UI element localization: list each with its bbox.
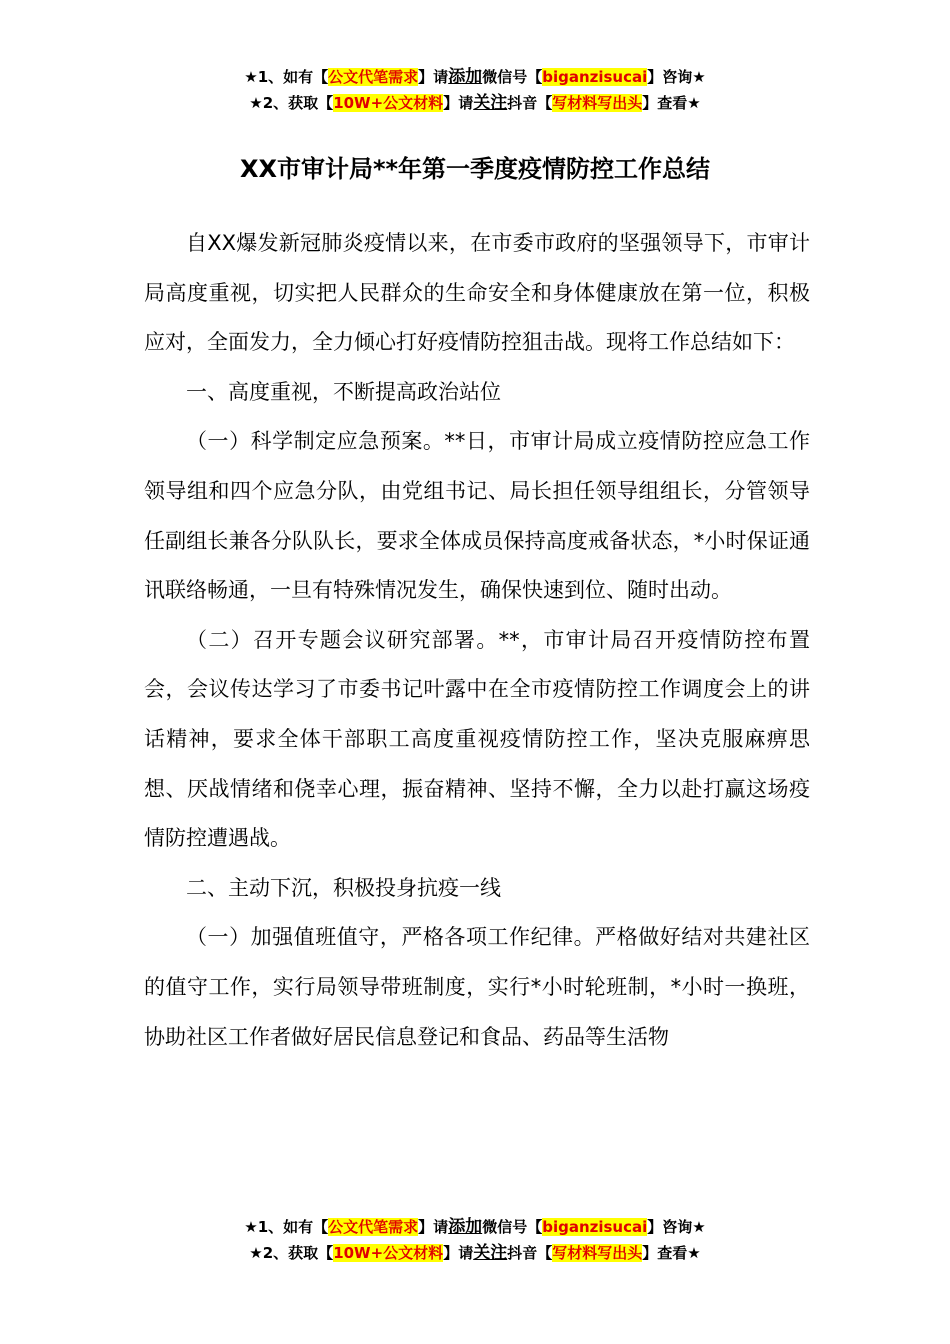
promo-banner-bottom bbox=[0, 1214, 950, 1266]
promo-banner-top bbox=[0, 64, 950, 116]
underlined-text: 添加 bbox=[448, 67, 483, 87]
highlight-text: biganzisucai bbox=[542, 68, 648, 86]
paragraph: （二）召开专题会议研究部署。**，市审计局召开疫情防控布置会，会议传达学习了市委书记叶露中在全市疫情防控工作调度会上的讲话精神，要求全体干部职工高度重视疫情防控工作，坚决克服麻痹思想、厌战情绪和侥幸心理，振奋精神、坚持不懈，全力以赴打赢这场疫情防控遭遇战。 bbox=[144, 627, 810, 851]
highlight-text: 写材料写出头 bbox=[552, 1244, 643, 1262]
highlight-text: 公文代笔需求 bbox=[328, 1218, 419, 1236]
highlight-text: 10W+公文材料 bbox=[333, 1244, 444, 1262]
paragraph: （一）科学制定应急预案。**日，市审计局成立疫情防控应急工作领导组和四个应急分队，由党组书记、局长担任领导组组长，分管领导任副组长兼各分队队长，要求全体成员保持高度戒备状态，*小时保证通讯联络畅通，一旦有特殊情况发生，确保快速到位、随时出动。 bbox=[144, 429, 810, 603]
highlight-text: biganzisucai bbox=[542, 1218, 648, 1236]
underlined-text: 关注 bbox=[473, 1243, 508, 1263]
promo-line-2: ★2、获取【10W+公文材料】请关注抖音【写材料写出头】查看★ bbox=[249, 93, 701, 113]
paragraph-intro: 自XX爆发新冠肺炎疫情以来，在市委市政府的坚强领导下，市审计局高度重视，切实把人民群众的生命安全和身体健康放在第一位，积极应对，全面发力，全力倾心打好疫情防控狙击战。现将工作总结如下： bbox=[144, 231, 810, 355]
underlined-text: 添加 bbox=[448, 1217, 483, 1237]
section-heading: 一、高度重视，不断提高政治站位 bbox=[186, 379, 501, 404]
underlined-text: 关注 bbox=[473, 93, 508, 113]
document-title: XX市审计局**年第一季度疫情防控工作总结 bbox=[239, 155, 711, 183]
promo-line-1: ★1、如有【公文代笔需求】请添加微信号【biganzisucai】咨询★ bbox=[244, 1217, 706, 1237]
highlight-text: 10W+公文材料 bbox=[333, 94, 444, 112]
section-heading: 二、主动下沉，积极投身抗疫一线 bbox=[186, 875, 501, 900]
highlight-text: 写材料写出头 bbox=[552, 94, 643, 112]
promo-line-1: ★1、如有【公文代笔需求】请添加微信号【biganzisucai】咨询★ bbox=[244, 67, 706, 87]
promo-line-2: ★2、获取【10W+公文材料】请关注抖音【写材料写出头】查看★ bbox=[249, 1243, 701, 1263]
paragraph: （一）加强值班值守，严格各项工作纪律。严格做好结对共建社区的值守工作，实行局领导带班制度，实行*小时轮班制，*小时一换班，协助社区工作者做好居民信息登记和食品、药品等生活物 bbox=[144, 925, 810, 1049]
document-body bbox=[144, 219, 810, 1062]
highlight-text: 公文代笔需求 bbox=[328, 68, 419, 86]
